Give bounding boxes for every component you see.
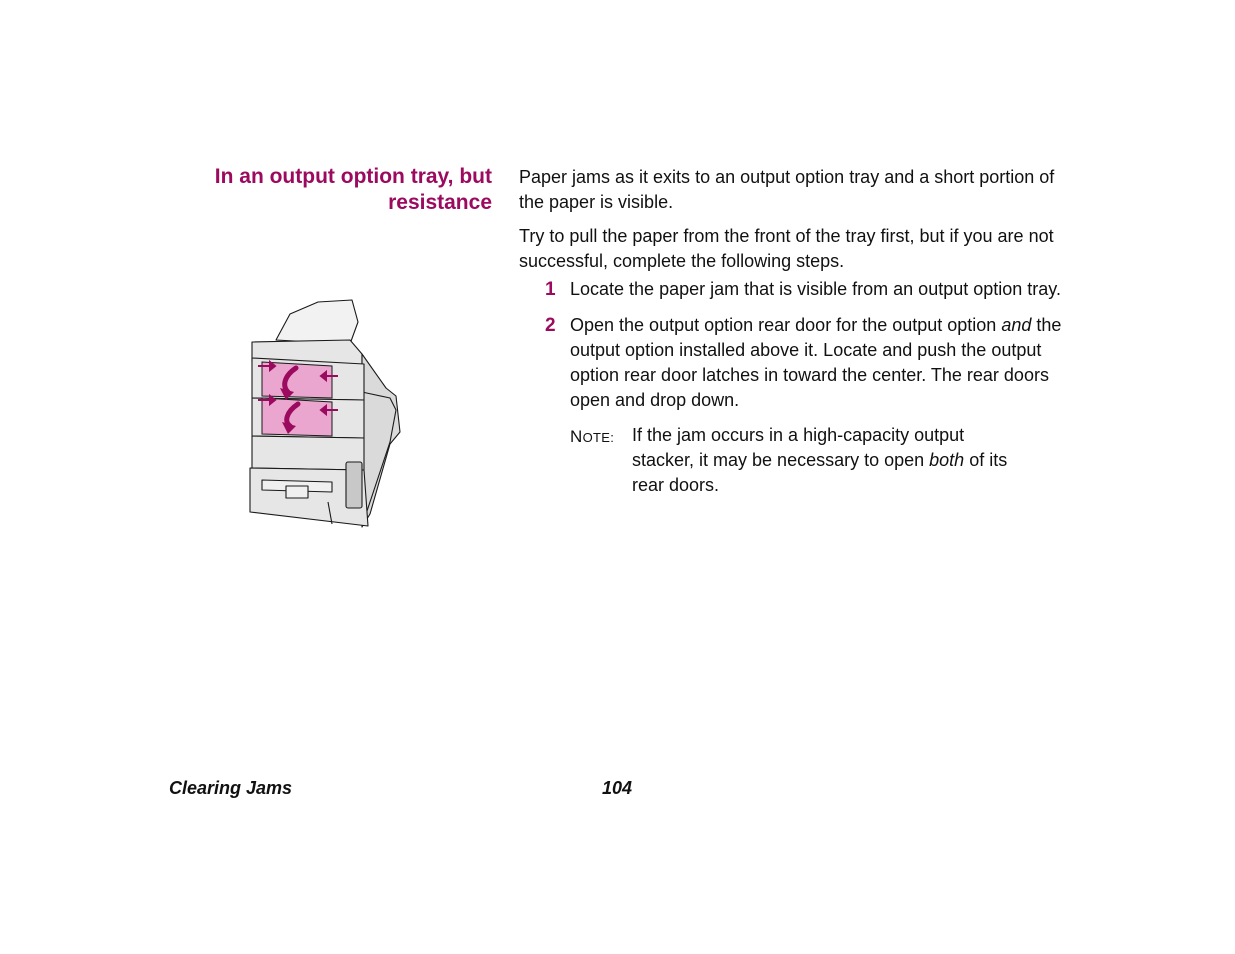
- section-heading-line1: In an output option tray, but: [214, 165, 492, 188]
- step-2-number: 2: [545, 315, 556, 336]
- step-2-text-end: the output option installed above it. Locate and push the output option rear door latches in toward the center. The rear doors open and drop down.: [570, 315, 1062, 410]
- note-label-rest: OTE:: [582, 430, 615, 445]
- section-heading-line2: resistance: [388, 191, 492, 214]
- note-text: [632, 423, 1027, 498]
- step-1-text: Locate the paper jam that is visible from an output option tray.: [570, 279, 1061, 299]
- footer-chapter: Clearing Jams: [169, 778, 293, 798]
- instruction-paragraph: Try to pull the paper from the front of the tray first, but if you are not successful, complete the following steps.: [519, 226, 1054, 271]
- step-2-text: [570, 313, 1085, 413]
- printer-rear-doors-illustration: [240, 292, 410, 534]
- step-1: [545, 277, 1085, 302]
- step-2: [545, 313, 1085, 413]
- note-emphasis: both: [929, 450, 965, 470]
- footer-page-number: 104: [602, 778, 633, 798]
- section-heading: [150, 164, 492, 216]
- note-label: [570, 424, 614, 450]
- step-2-text-start: Open the output option rear door for the output option: [570, 315, 1002, 335]
- step-1-number: 1: [545, 279, 556, 300]
- note-block: [570, 423, 1040, 498]
- note-text-start: If the jam occurs in a high-capacity output stacker, it may be necessary to open: [632, 425, 965, 470]
- intro-paragraph: Paper jams as it exits to an output option tray and a short portion of the paper is visible.: [519, 167, 1055, 212]
- note-text-end: of its rear doors.: [632, 450, 1008, 495]
- step-2-emphasis: and: [1001, 315, 1032, 335]
- note-label-initial: N: [570, 427, 583, 446]
